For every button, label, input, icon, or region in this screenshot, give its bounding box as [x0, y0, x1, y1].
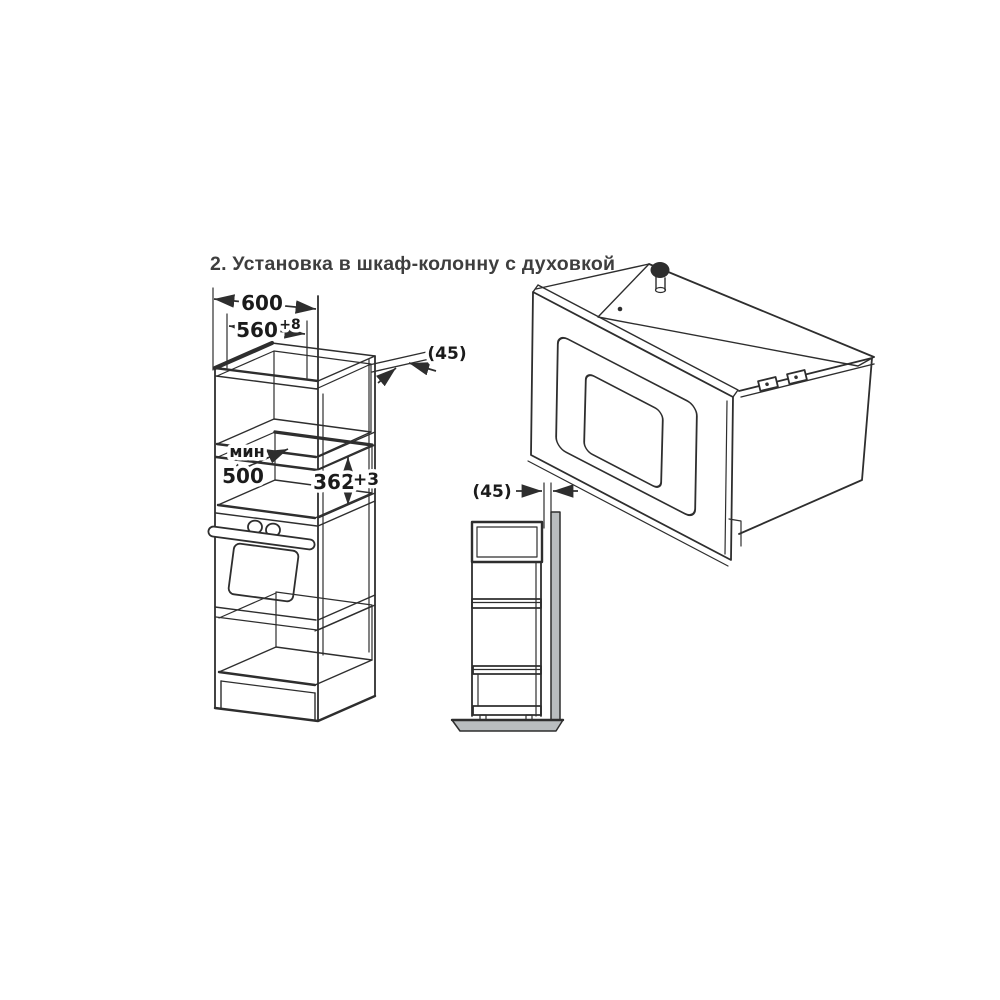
microwave-3d-view: [528, 262, 874, 566]
dim-outer-width: 600: [241, 291, 283, 315]
screw-icon: [651, 262, 670, 293]
screw-hole: [618, 307, 623, 312]
dim-rear-gap-side: (45): [472, 482, 512, 502]
dim-niche-height-tolerance: +3: [352, 470, 380, 490]
dim-rear-gap-axon: (45): [427, 344, 467, 364]
niche-section: [472, 522, 542, 562]
dim-inner-width: 560: [236, 318, 278, 342]
dim-niche-height: 362: [313, 470, 355, 494]
built-in-oven: [208, 513, 317, 620]
top-panel-back-edge: [649, 264, 874, 357]
cabinet-axonometric-view: [208, 288, 467, 721]
wall-panel: [551, 512, 560, 720]
dim-inner-width-tolerance: +8: [279, 317, 301, 333]
dim-depth-min-label: мин: [229, 442, 265, 461]
floor-slab: [452, 720, 563, 731]
shelf-section: [472, 599, 541, 608]
side-face-shelf-lines: [318, 432, 375, 630]
base-section: [473, 706, 541, 715]
door-window: [584, 372, 663, 490]
section-title: 2. Установка в шкаф-колонну с духовкой: [210, 253, 616, 275]
front-frame: [531, 292, 733, 560]
dim-depth-min-value: 500: [222, 464, 264, 488]
cabinet-side-view: [452, 482, 578, 731]
rear-gap-lines: [369, 351, 434, 372]
